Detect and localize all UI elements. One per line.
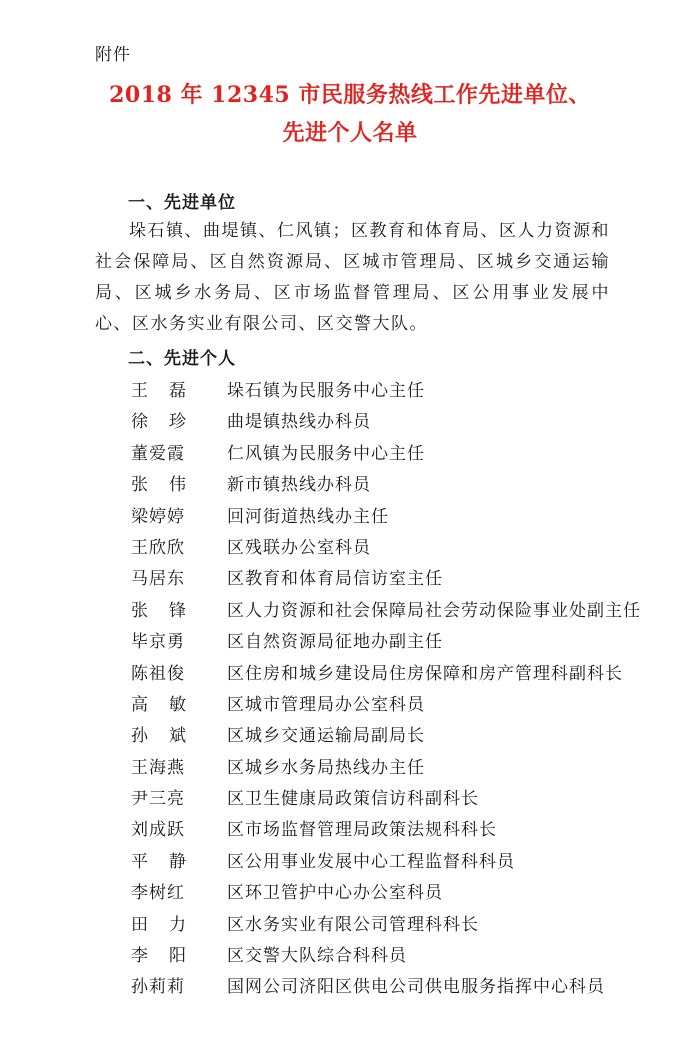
person-title: 区城乡水务局热线办主任 (227, 757, 425, 778)
person-title: 仁风镇为民服务中心主任 (227, 443, 425, 464)
list-item (0, 907, 700, 938)
person-title: 区城乡交通运输局副局长 (227, 726, 425, 747)
person-title: 区水务实业有限公司管理科科长 (227, 914, 479, 935)
person-title: 区残联办公室科员 (227, 537, 371, 558)
person-title: 曲堤镇热线办科员 (227, 412, 371, 433)
list-item (0, 436, 700, 467)
person-name: 孙莉莉 (131, 977, 185, 998)
person-name: 李树红 (131, 883, 185, 904)
person-title: 区卫生健康局政策信访科副科长 (227, 789, 479, 810)
list-item (0, 781, 700, 812)
section-heading-units: 一、先进单位 (128, 193, 236, 213)
list-item (0, 624, 700, 655)
list-item (0, 938, 700, 969)
list-item (0, 969, 700, 1000)
advanced-units-paragraph: 垛石镇、曲堤镇、仁风镇；区教育和体育局、区人力资源和社会保障局、区自然资源局、区城市管理局、区城乡交通运输局、区城乡水务局、区市场监督管理局、区公用事业发展中心、区水务实业有限公司、区交警大队。 (95, 221, 610, 334)
person-name: 平静 (131, 851, 207, 872)
person-name: 梁婷婷 (131, 506, 185, 527)
person-name: 张锋 (131, 600, 207, 621)
person-name: 田力 (131, 914, 207, 935)
person-title: 区教育和体育局信访室主任 (227, 569, 443, 590)
person-name: 刘成跃 (131, 820, 185, 841)
list-item (0, 373, 700, 404)
person-title: 区公用事业发展中心工程监督科科员 (227, 851, 515, 872)
person-title: 区自然资源局征地办副主任 (227, 632, 443, 653)
list-item (0, 530, 700, 561)
list-item (0, 875, 700, 906)
person-name: 高敏 (131, 694, 207, 715)
section-heading-individuals: 二、先进个人 (128, 349, 236, 369)
person-name: 毕京勇 (131, 632, 185, 653)
list-item (0, 593, 700, 624)
person-title: 区人力资源和社会保障局社会劳动保险事业处副主任 (227, 600, 641, 621)
person-name: 王欣欣 (131, 537, 185, 558)
person-name: 尹三亮 (131, 789, 185, 810)
list-item (0, 561, 700, 592)
person-title: 区城市管理局办公室科员 (227, 694, 425, 715)
person-title: 区市场监督管理局政策法规科科长 (227, 820, 497, 841)
person-name: 陈祖俊 (131, 663, 185, 684)
list-item (0, 844, 700, 875)
person-name: 王海燕 (131, 757, 185, 778)
list-item (0, 750, 700, 781)
person-title: 区住房和城乡建设局住房保障和房产管理科副科长 (227, 663, 623, 684)
person-name: 李阳 (131, 946, 207, 967)
person-title: 回河街道热线办主任 (227, 506, 389, 527)
list-item (0, 404, 700, 435)
list-item (0, 687, 700, 718)
person-name: 张伟 (131, 475, 207, 496)
person-title: 新市镇热线办科员 (227, 475, 371, 496)
list-item (0, 467, 700, 498)
person-title: 区环卫管护中心办公室科员 (227, 883, 443, 904)
list-item (0, 718, 700, 749)
document-title-line-1: 2018 年 12345 市民服务热线工作先进单位、 (109, 82, 591, 108)
person-title: 国网公司济阳区供电公司供电服务指挥中心科员 (227, 977, 605, 998)
person-name: 董爱霞 (131, 443, 185, 464)
list-item (0, 656, 700, 687)
person-title: 垛石镇为民服务中心主任 (227, 381, 425, 401)
person-name: 王磊 (131, 381, 207, 401)
person-name: 孙斌 (131, 726, 207, 747)
list-item (0, 812, 700, 843)
person-name: 徐珍 (131, 412, 207, 433)
attachment-label: 附件 (95, 45, 131, 65)
person-name: 马居东 (131, 569, 185, 590)
advanced-individuals-list (0, 373, 700, 1001)
person-title: 区交警大队综合科科员 (227, 946, 407, 967)
list-item (0, 499, 700, 530)
document-title-line-2: 先进个人名单 (282, 120, 418, 146)
